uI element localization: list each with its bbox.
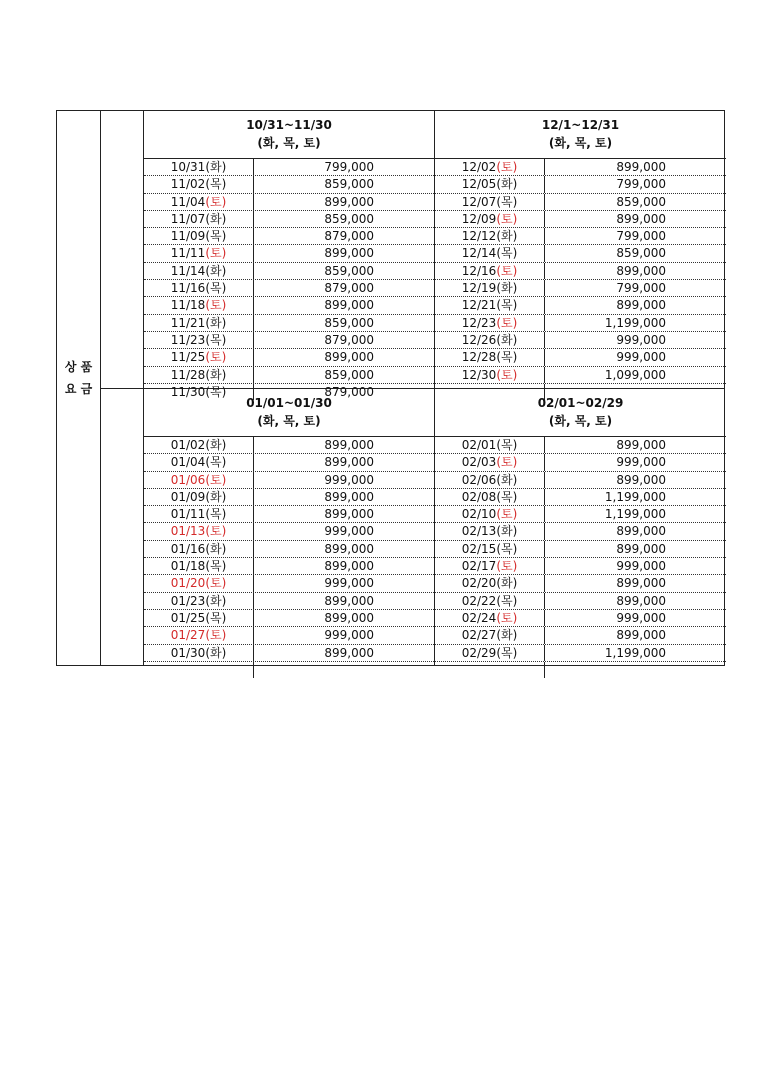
price: 899,000 (324, 246, 374, 261)
table-row (144, 645, 434, 662)
departure-date: 02/13(화) (435, 523, 545, 539)
table-row (435, 315, 726, 332)
price: 899,000 (324, 194, 374, 209)
price: 999,000 (616, 350, 666, 365)
table-row (435, 194, 726, 211)
price-rows (144, 437, 434, 678)
price: 899,000 (324, 593, 374, 608)
table-row (144, 332, 434, 349)
date-range: 02/01~02/29 (537, 396, 624, 410)
table-row (435, 159, 726, 176)
price: 799,000 (616, 177, 666, 192)
price: 899,000 (616, 438, 666, 452)
table-row (435, 541, 726, 558)
table-row (435, 662, 726, 678)
table-row (435, 280, 726, 297)
table-row (435, 332, 726, 349)
table-row (144, 523, 434, 540)
table-row (435, 454, 726, 471)
side-label-line: 요 금 (64, 382, 93, 396)
departure-date: 01/13(토) (144, 523, 254, 539)
price: 899,000 (616, 541, 666, 556)
departure-date: 02/22(목) (435, 593, 545, 609)
price-rows (144, 159, 434, 400)
departure-date: 11/30(목) (144, 384, 254, 400)
departure-date: 01/30(화) (144, 645, 254, 661)
departure-date: 01/04(목) (144, 454, 254, 470)
price: 899,000 (324, 645, 374, 660)
price: 1,199,000 (604, 489, 666, 504)
price: 1,199,000 (604, 507, 666, 522)
departure-date: 11/21(화) (144, 315, 254, 331)
price: 899,000 (324, 350, 374, 365)
price: 899,000 (324, 507, 374, 522)
table-row (435, 472, 726, 489)
departure-date: 12/05(화) (435, 176, 545, 192)
date-range: 12/1~12/31 (541, 118, 620, 132)
departure-date: 02/20(화) (435, 575, 545, 591)
price-panel (434, 111, 726, 388)
departure-date: 11/14(화) (144, 263, 254, 279)
departure-date: 11/02(목) (144, 176, 254, 192)
table-row (435, 228, 726, 245)
table-row (435, 627, 726, 644)
price: 1,199,000 (604, 315, 666, 330)
departure-date: 12/28(목) (435, 349, 545, 365)
panel-header (435, 389, 726, 437)
departure-date: 02/03(토) (435, 454, 545, 470)
table-row (144, 211, 434, 228)
price: 879,000 (324, 229, 374, 244)
departure-date: 12/12(화) (435, 228, 545, 244)
price-panel (144, 111, 434, 399)
table-row (144, 593, 434, 610)
price: 999,000 (324, 472, 374, 487)
departure-date: 12/30(토) (435, 367, 545, 383)
departure-date: 01/16(화) (144, 541, 254, 557)
departure-date: 01/11(목) (144, 506, 254, 522)
table-row (435, 645, 726, 662)
price: 999,000 (616, 559, 666, 574)
price: 999,000 (324, 524, 374, 539)
departure-date: 01/06(토) (144, 472, 254, 488)
departure-date: 11/07(화) (144, 211, 254, 227)
table-row (435, 593, 726, 610)
table-row (435, 245, 726, 262)
price: 859,000 (324, 177, 374, 192)
price-panel (434, 389, 726, 666)
price: 879,000 (324, 332, 374, 347)
departure-date: 11/23(목) (144, 332, 254, 348)
price: 899,000 (616, 593, 666, 608)
price: 899,000 (616, 160, 666, 174)
departure-date: 01/09(화) (144, 489, 254, 505)
date-range: 01/01~01/30 (246, 396, 332, 410)
departure-date: 01/27(토) (144, 627, 254, 643)
price: 899,000 (324, 489, 374, 504)
price: 999,000 (616, 332, 666, 347)
departure-date: 02/10(토) (435, 506, 545, 522)
departure-date: 11/28(화) (144, 367, 254, 383)
departure-date: 02/06(화) (435, 472, 545, 488)
table-row (435, 349, 726, 366)
departure-date: 02/08(목) (435, 489, 545, 505)
price: 999,000 (324, 576, 374, 591)
table-row (144, 541, 434, 558)
table-row (144, 245, 434, 262)
price: 859,000 (324, 315, 374, 330)
departure-date: 12/23(토) (435, 315, 545, 331)
price: 899,000 (616, 211, 666, 226)
price (545, 662, 726, 678)
price: 1,099,000 (604, 367, 666, 382)
price: 899,000 (324, 541, 374, 556)
departure-date: 11/25(토) (144, 349, 254, 365)
price: 899,000 (616, 472, 666, 487)
price: 899,000 (324, 559, 374, 574)
departure-date: 01/20(토) (144, 575, 254, 591)
table-row (144, 575, 434, 592)
departure-date: 12/14(목) (435, 245, 545, 261)
price: 899,000 (324, 438, 374, 452)
table-row (435, 297, 726, 314)
table-row (144, 280, 434, 297)
price: 899,000 (324, 298, 374, 313)
departure-date: 02/29(목) (435, 645, 545, 661)
table-row (144, 489, 434, 506)
price: 899,000 (616, 263, 666, 278)
table-row (435, 523, 726, 540)
table-row (144, 297, 434, 314)
departure-date: 11/16(목) (144, 280, 254, 296)
departure-date: 01/02(화) (144, 437, 254, 453)
price: 1,199,000 (604, 645, 666, 660)
departure-date: 02/24(토) (435, 610, 545, 626)
table-row (144, 610, 434, 627)
table-row (435, 176, 726, 193)
table-row (144, 315, 434, 332)
price: 899,000 (616, 628, 666, 643)
table-row (144, 159, 434, 176)
departure-date (435, 662, 545, 678)
departure-date: 02/01(목) (435, 437, 545, 453)
price: 879,000 (324, 281, 374, 296)
price-panel (144, 389, 434, 666)
price: 859,000 (616, 246, 666, 261)
table-row (144, 263, 434, 280)
price-table (56, 110, 725, 666)
table-row (435, 437, 726, 454)
panel-header (144, 389, 434, 437)
departure-date: 11/18(토) (144, 297, 254, 313)
table-row (144, 627, 434, 644)
table-row (435, 263, 726, 280)
departure-date: 02/27(화) (435, 627, 545, 643)
price: 799,000 (616, 281, 666, 296)
table-row (144, 194, 434, 211)
table-row (144, 454, 434, 471)
table-row (144, 558, 434, 575)
price: 999,000 (324, 628, 374, 643)
departure-date: 12/16(토) (435, 263, 545, 279)
side-label-line: 상 품 (64, 360, 93, 374)
price: 879,000 (324, 384, 374, 399)
departure-date: 12/02(토) (435, 159, 545, 175)
departure-date: 02/17(토) (435, 558, 545, 574)
departure-date: 11/11(토) (144, 245, 254, 261)
table-row (435, 610, 726, 627)
price: 899,000 (324, 455, 374, 470)
section-oct-dec (144, 111, 726, 399)
price: 859,000 (616, 194, 666, 209)
table-row (144, 228, 434, 245)
price: 899,000 (616, 298, 666, 313)
departure-date: 02/15(목) (435, 541, 545, 557)
price: 899,000 (616, 576, 666, 591)
table-row (144, 349, 434, 366)
price: 859,000 (324, 367, 374, 382)
departure-date: 12/07(목) (435, 194, 545, 210)
panel-header (144, 111, 434, 159)
table-row (435, 367, 726, 384)
departure-days: (화, 목, 토) (257, 414, 321, 428)
price-rows (435, 437, 726, 678)
table-row (144, 437, 434, 454)
departure-date: 12/21(목) (435, 297, 545, 313)
departure-date: 01/25(목) (144, 610, 254, 626)
price (254, 662, 434, 678)
table-row (435, 558, 726, 575)
departure-date: 12/19(화) (435, 280, 545, 296)
table-row (144, 506, 434, 523)
table-row (435, 506, 726, 523)
table-row (144, 176, 434, 193)
departure-date: 11/09(목) (144, 228, 254, 244)
table-row (144, 472, 434, 489)
departure-date: 11/04(토) (144, 194, 254, 210)
table-row (144, 367, 434, 384)
price-rows (435, 159, 726, 400)
departure-date: 12/26(화) (435, 332, 545, 348)
departure-days: (화, 목, 토) (548, 414, 613, 428)
date-range: 10/31~11/30 (246, 118, 332, 132)
table-row (144, 662, 434, 678)
departure-date: 12/09(토) (435, 211, 545, 227)
departure-date: 01/23(화) (144, 593, 254, 609)
departure-date (144, 662, 254, 678)
panel-header (435, 111, 726, 159)
price: 859,000 (324, 263, 374, 278)
table-row (435, 575, 726, 592)
price: 999,000 (616, 455, 666, 470)
product-price-label (57, 356, 100, 400)
price: 999,000 (616, 610, 666, 625)
price: 899,000 (616, 524, 666, 539)
departure-days: (화, 목, 토) (548, 136, 613, 150)
price: 899,000 (324, 610, 374, 625)
departure-date: 10/31(화) (144, 159, 254, 175)
section-jan-feb (144, 389, 726, 666)
price: 859,000 (324, 211, 374, 226)
table-row (435, 489, 726, 506)
price: 799,000 (324, 160, 374, 174)
departure-date: 01/18(목) (144, 558, 254, 574)
departure-days: (화, 목, 토) (257, 136, 321, 150)
table-row (435, 211, 726, 228)
price: 799,000 (616, 229, 666, 244)
